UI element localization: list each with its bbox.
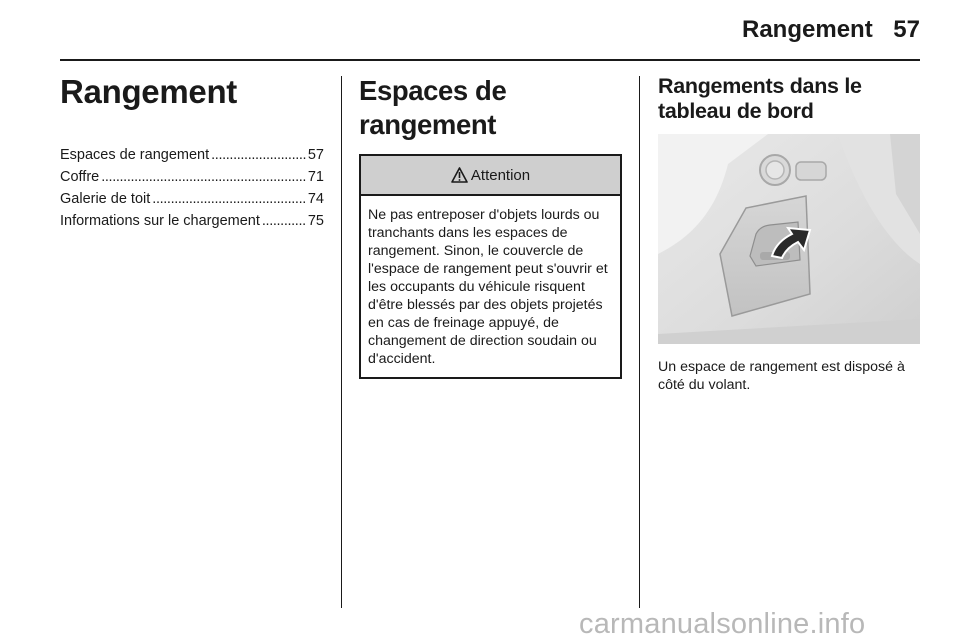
toc-entry-page: 74 (307, 191, 324, 207)
photo-caption: Un espace de rangement est disposé à côté du volant. (658, 359, 905, 393)
header-rule (60, 59, 920, 61)
toc-leader-dots (211, 144, 306, 166)
warning-box (359, 154, 622, 379)
toc-entry[interactable] (60, 210, 324, 232)
chapter-title: Rangement (60, 73, 237, 110)
subsection-column (658, 74, 922, 408)
warning-header (361, 156, 620, 196)
subsection-title: Rangements dans le tableau de bord (658, 74, 862, 123)
toc-entry-page: 71 (307, 169, 324, 185)
dashboard-storage-photo (658, 134, 920, 344)
table-of-contents (60, 144, 324, 232)
section-column (359, 74, 622, 379)
toc-entry-label: Coffre (60, 169, 100, 185)
toc-entry[interactable] (60, 144, 324, 166)
section-title: Espaces de rangement (359, 75, 507, 140)
toc-entry[interactable] (60, 166, 324, 188)
toc-entry-page: 75 (307, 213, 324, 229)
column-divider-1 (341, 76, 342, 608)
toc-entry-label: Informations sur le chargement (60, 213, 260, 229)
toc-entry-label: Galerie de toit (60, 191, 151, 207)
toc-entry-label: Espaces de rangement (60, 147, 210, 163)
toc-entry[interactable] (60, 188, 324, 210)
warning-heading: Attention (470, 166, 531, 184)
page-number: 57 (893, 16, 920, 43)
toc-leader-dots (101, 166, 306, 188)
toc-leader-dots (152, 188, 306, 210)
column-divider-2 (639, 76, 640, 608)
warning-triangle-icon (451, 167, 468, 183)
toc-leader-dots (262, 210, 306, 232)
chapter-column (60, 74, 324, 232)
running-header-title: Rangement (742, 16, 873, 43)
watermark-text: carmanualsonline.info (579, 608, 866, 640)
warning-text: Ne pas entreposer d'objets lourds ou tranchants dans les espaces de rangement. Sinon, le couvercle de l'espace de rangement peut s'ouvrir et les occupants du véhicule risquent d'être blessés par des objets projetés en cas de freinage appuyé, de changement de direction soudain ou d'accident. (368, 207, 608, 367)
toc-entry-page: 57 (307, 147, 324, 163)
